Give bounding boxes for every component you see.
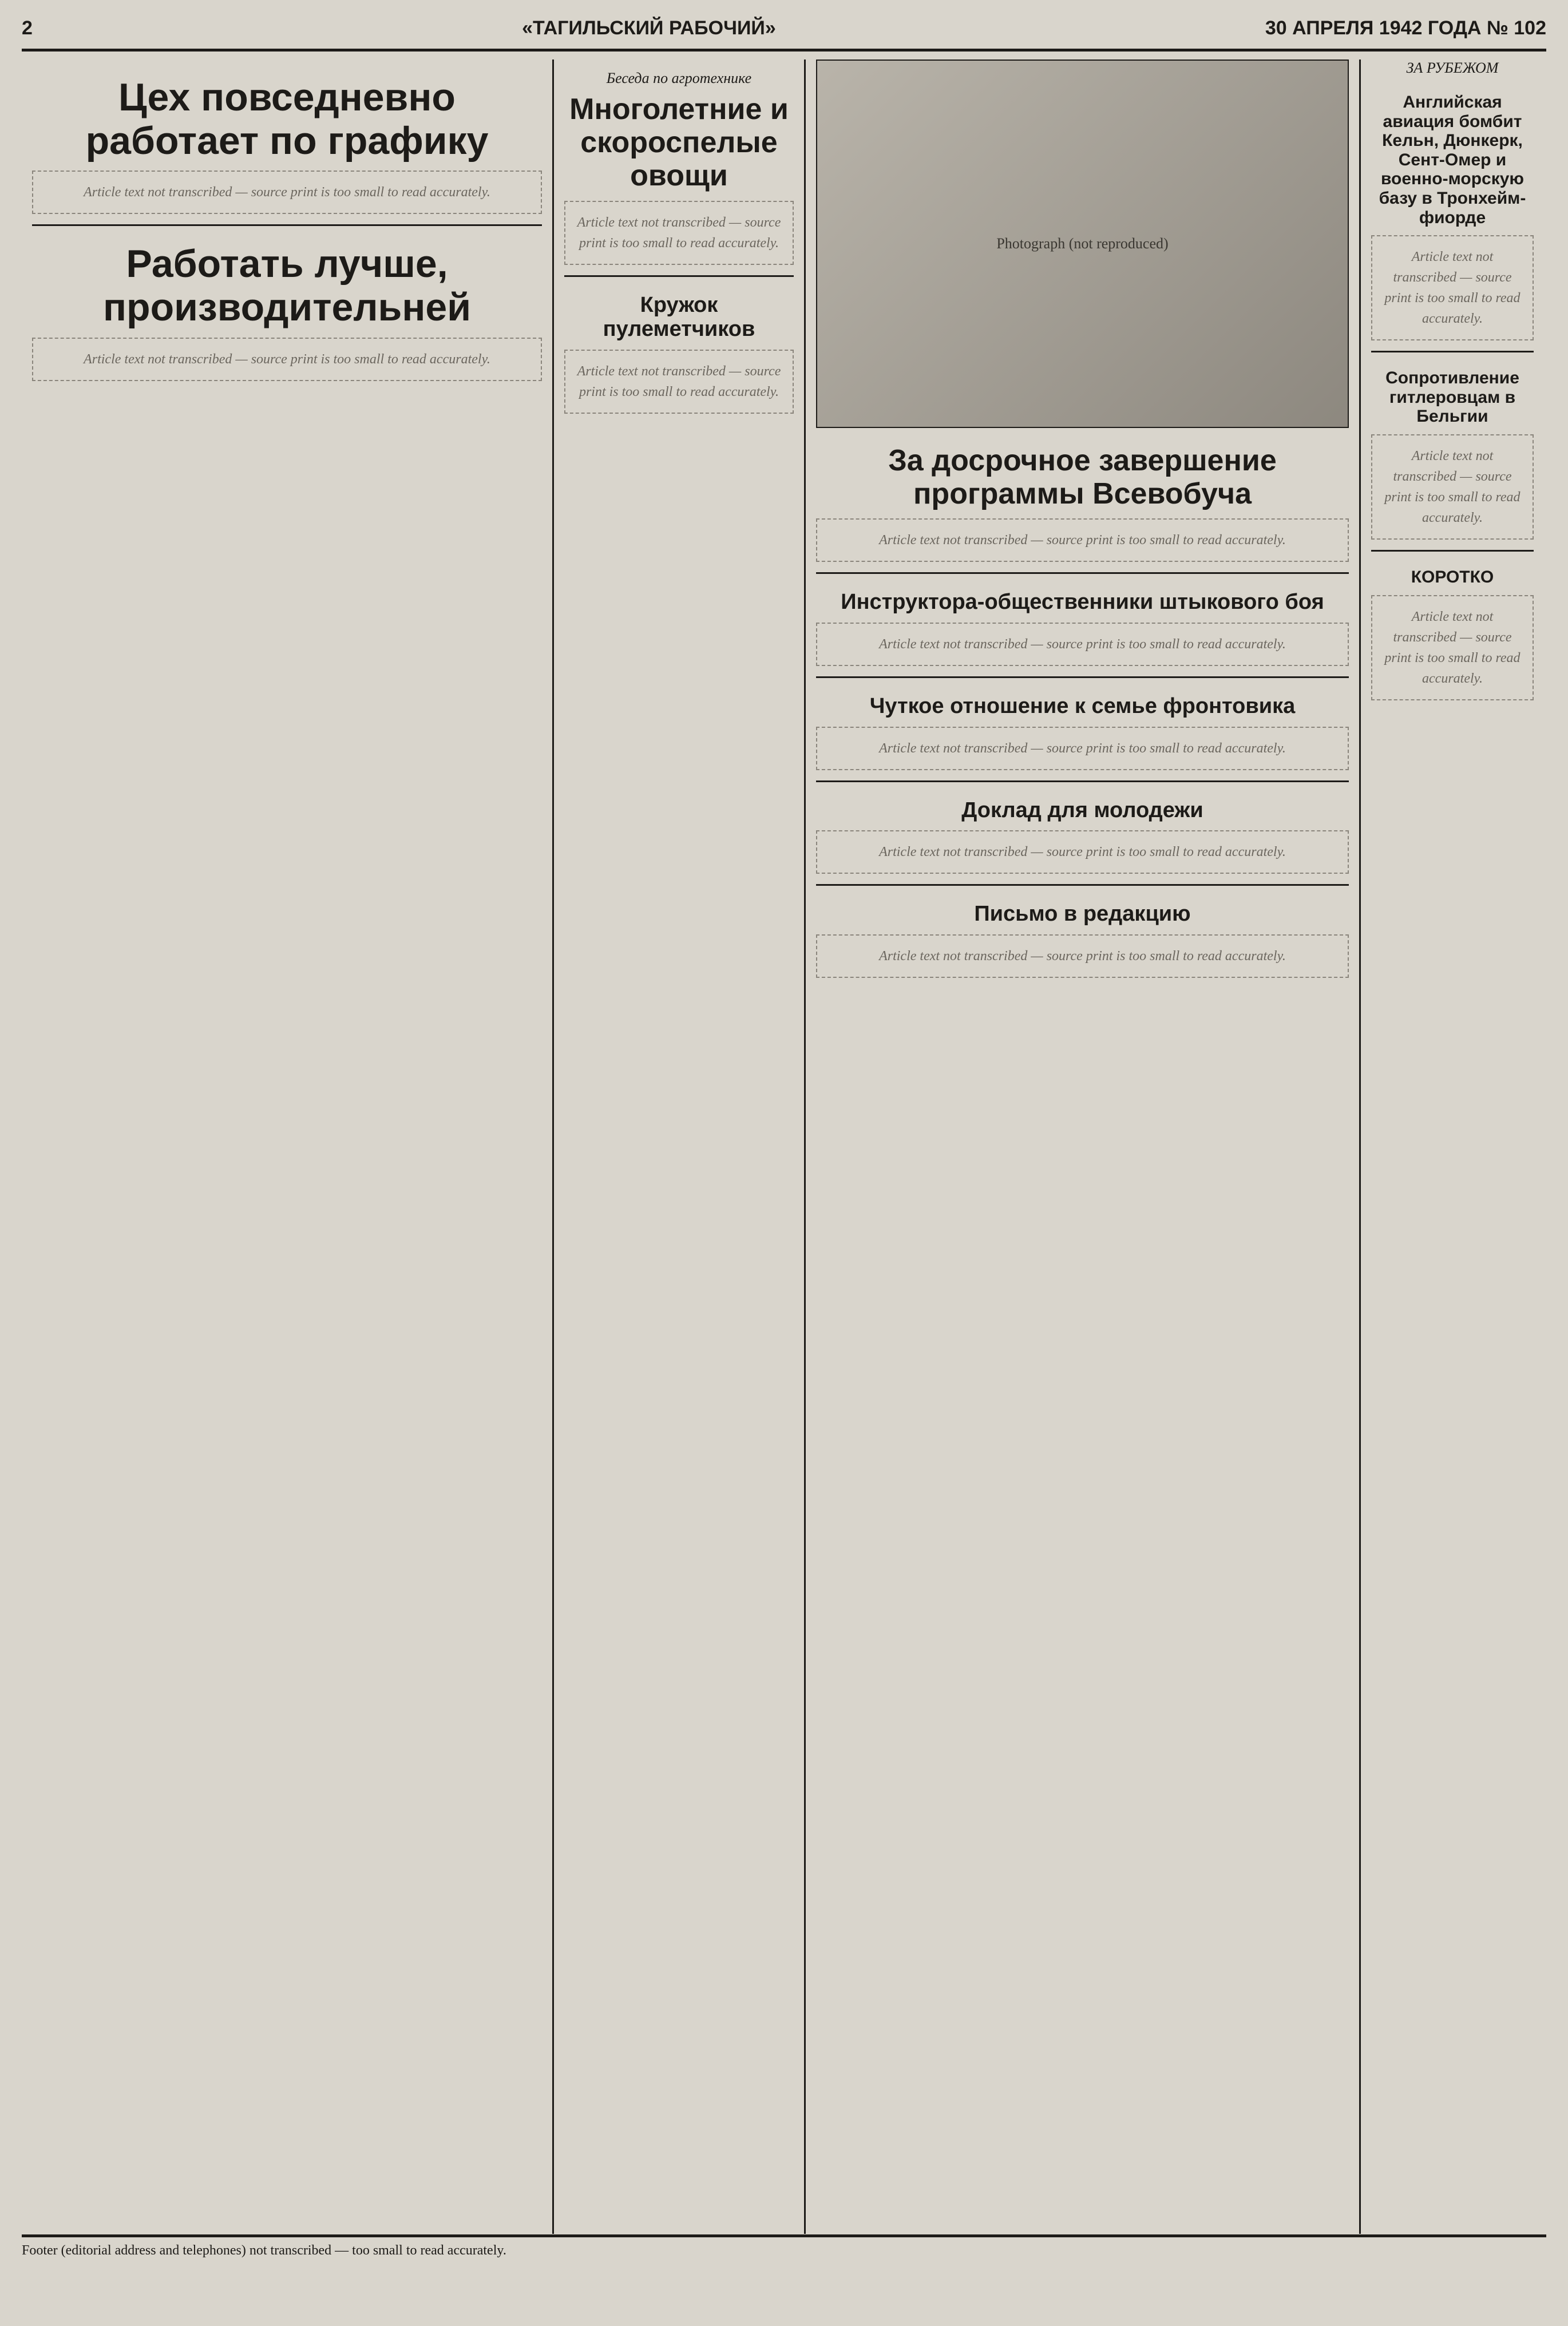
article — [1371, 352, 1534, 552]
headline: Работать лучше, производительней — [102, 242, 472, 330]
article — [564, 277, 794, 424]
headline: Кружок пулеметчиков — [603, 292, 755, 342]
column-4 — [1361, 60, 1544, 2234]
article — [32, 226, 542, 391]
headline: КОРОТКО — [1411, 567, 1494, 587]
column-1 — [22, 60, 554, 2234]
article — [564, 60, 794, 277]
page-number: 2 — [22, 17, 33, 39]
article-body-placeholder: Article text not transcribed — source print is too small to read accurately. — [816, 934, 1349, 978]
headline: Английская авиация бомбит Кельн, Дюнкерк, Сент-Омер и военно-морскую базу в Тронхейм-фиорде — [1379, 93, 1526, 227]
article — [32, 60, 542, 226]
column-3 — [806, 60, 1361, 2234]
article-body-placeholder: Article text not transcribed — source print is too small to read accurately. — [816, 518, 1349, 562]
article-body-placeholder: Article text not transcribed — source print is too small to read accurately. — [1371, 434, 1534, 540]
article — [816, 428, 1349, 574]
footer-placeholder: Footer (editorial address and telephones) not transcribed — too small to read accurately. — [22, 2243, 506, 2258]
article-body-placeholder: Article text not transcribed — source print is too small to read accurately. — [816, 830, 1349, 874]
column-grid — [22, 60, 1546, 2234]
footer — [22, 2234, 1546, 2303]
column-2 — [554, 60, 806, 2234]
article-body-placeholder: Article text not transcribed — source print is too small to read accurately. — [1371, 595, 1534, 700]
headline: За досрочное завершение программы Всевобуча — [888, 444, 1277, 511]
article-body-placeholder: Article text not transcribed — source print is too small to read accurately. — [564, 350, 794, 414]
headline: Письмо в редакцию — [974, 902, 1191, 926]
article-body-placeholder: Article text not transcribed — source print is too small to read accurately. — [32, 171, 542, 214]
rubric: Беседа по агротехнике — [606, 70, 752, 86]
headline: Цех повседневно работает по графику — [85, 76, 489, 163]
article-body-placeholder: Article text not transcribed — source print is too small to read accurately. — [816, 623, 1349, 666]
article-body-placeholder: Article text not transcribed — source print is too small to read accurately. — [816, 727, 1349, 770]
headline: Сопротивление гитлеровцам в Бельгии — [1385, 368, 1519, 426]
article-body-placeholder: Article text not transcribed — source print is too small to read accurately. — [32, 338, 542, 381]
issue-date: 30 АПРЕЛЯ 1942 ГОДА № 102 — [1265, 17, 1546, 39]
article — [816, 678, 1349, 782]
headline: Многолетние и скороспелые овощи — [569, 93, 789, 193]
article — [816, 574, 1349, 678]
article — [1371, 552, 1534, 711]
article — [816, 782, 1349, 886]
headline: Чуткое отношение к семье фронтовика — [869, 694, 1296, 719]
photograph-placeholder: Photograph (not reproduced) — [816, 60, 1349, 428]
paper-name: «ТАГИЛЬСКИЙ РАБОЧИЙ» — [522, 17, 776, 39]
rubric: ЗА РУБЕЖОМ — [1406, 60, 1499, 76]
headline: Доклад для молодежи — [961, 798, 1203, 822]
masthead — [22, 17, 1546, 51]
article-body-placeholder: Article text not transcribed — source print is too small to read accurately. — [564, 201, 794, 265]
article — [816, 886, 1349, 988]
headline: Инструктора-общественники штыкового боя — [841, 590, 1324, 615]
article-body-placeholder: Article text not transcribed — source print is too small to read accurately. — [1371, 235, 1534, 340]
article — [1371, 77, 1534, 352]
